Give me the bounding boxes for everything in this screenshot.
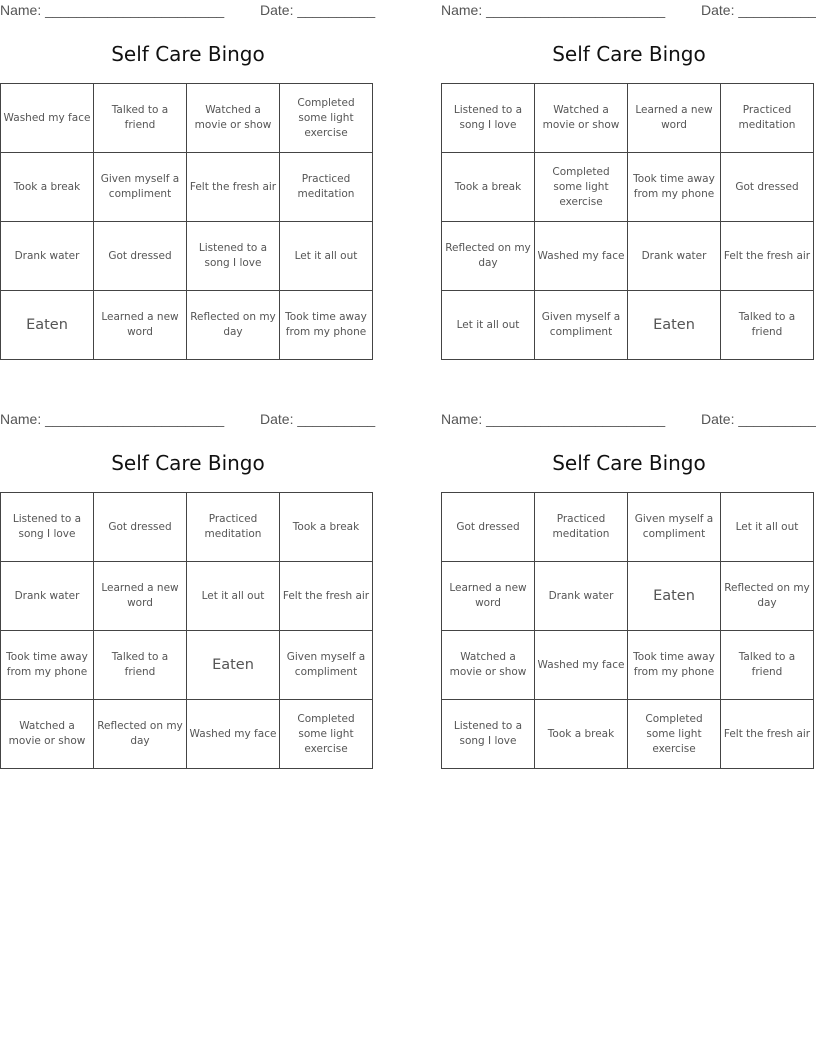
bingo-card <box>0 0 376 338</box>
bingo-cell[interactable]: Washed my face <box>187 700 280 769</box>
bingo-cell[interactable]: Watched a movie or show <box>442 631 535 700</box>
bingo-cell[interactable]: Completed some light exercise <box>535 153 628 222</box>
bingo-cell[interactable]: Took a break <box>442 153 535 222</box>
bingo-cell[interactable]: Felt the fresh air <box>721 222 814 291</box>
bingo-row <box>1 291 373 360</box>
bingo-cell[interactable]: Took time away from my phone <box>1 631 94 700</box>
bingo-row <box>442 153 814 222</box>
bingo-cell[interactable]: Felt the fresh air <box>280 562 373 631</box>
bingo-cell[interactable]: Took time away from my phone <box>628 631 721 700</box>
name-field[interactable]: Name: _______________________ <box>0 411 225 427</box>
bingo-row <box>1 84 373 153</box>
bingo-cell[interactable]: Learned a new word <box>94 291 187 360</box>
bingo-cell[interactable]: Felt the fresh air <box>187 153 280 222</box>
bingo-grid <box>441 492 814 769</box>
bingo-cell[interactable]: Took a break <box>535 700 628 769</box>
bingo-cell[interactable]: Took a break <box>280 493 373 562</box>
bingo-cell[interactable]: Watched a movie or show <box>535 84 628 153</box>
bingo-cell[interactable]: Let it all out <box>442 291 535 360</box>
bingo-cell[interactable]: Given myself a compliment <box>628 493 721 562</box>
bingo-cell[interactable]: Felt the fresh air <box>721 700 814 769</box>
bingo-cell[interactable]: Washed my face <box>535 631 628 700</box>
bingo-cell[interactable]: Watched a movie or show <box>1 700 94 769</box>
bingo-row <box>442 222 814 291</box>
bingo-cell[interactable]: Washed my face <box>1 84 94 153</box>
bingo-cell[interactable]: Completed some light exercise <box>280 84 373 153</box>
bingo-cell[interactable]: Listened to a song I love <box>442 84 535 153</box>
bingo-row <box>442 562 814 631</box>
bingo-cell[interactable]: Learned a new word <box>628 84 721 153</box>
card-header <box>441 0 816 20</box>
date-field[interactable]: Date: __________ <box>701 411 816 427</box>
bingo-cell[interactable]: Listened to a song I love <box>442 700 535 769</box>
bingo-cell[interactable]: Watched a movie or show <box>187 84 280 153</box>
bingo-grid <box>0 83 373 360</box>
bingo-row <box>1 700 373 769</box>
bingo-cell[interactable]: Talked to a friend <box>721 291 814 360</box>
bingo-row <box>1 493 373 562</box>
bingo-cell[interactable]: Took time away from my phone <box>628 153 721 222</box>
bingo-cell[interactable]: Let it all out <box>187 562 280 631</box>
bingo-cell[interactable]: Given myself a compliment <box>280 631 373 700</box>
bingo-row <box>1 222 373 291</box>
bingo-cell[interactable]: Listened to a song I love <box>187 222 280 291</box>
bingo-cell[interactable]: Took a break <box>1 153 94 222</box>
name-field[interactable]: Name: _______________________ <box>0 2 225 18</box>
bingo-cell[interactable]: Took time away from my phone <box>280 291 373 360</box>
bingo-cell[interactable]: Talked to a friend <box>94 84 187 153</box>
bingo-row <box>1 153 373 222</box>
date-field[interactable]: Date: __________ <box>260 411 376 427</box>
bingo-cell[interactable]: Got dressed <box>442 493 535 562</box>
bingo-cell[interactable]: Given myself a compliment <box>94 153 187 222</box>
bingo-cell[interactable]: Practiced meditation <box>187 493 280 562</box>
bingo-cell[interactable]: Let it all out <box>280 222 373 291</box>
bingo-cell[interactable]: Practiced meditation <box>721 84 814 153</box>
bingo-cell[interactable]: Listened to a song I love <box>1 493 94 562</box>
bingo-row <box>1 562 373 631</box>
bingo-card <box>0 409 376 755</box>
bingo-cell[interactable]: Reflected on my day <box>721 562 814 631</box>
bingo-cell[interactable]: Eaten <box>187 631 280 700</box>
bingo-row <box>442 291 814 360</box>
bingo-row <box>442 631 814 700</box>
card-title: Self Care Bingo <box>552 42 706 66</box>
bingo-cell[interactable]: Practiced meditation <box>535 493 628 562</box>
card-header <box>441 409 816 429</box>
card-title: Self Care Bingo <box>111 42 265 66</box>
bingo-cell[interactable]: Eaten <box>1 291 94 360</box>
bingo-cell[interactable]: Eaten <box>628 562 721 631</box>
bingo-cell[interactable]: Drank water <box>1 222 94 291</box>
date-field[interactable]: Date: __________ <box>701 2 816 18</box>
date-field[interactable]: Date: __________ <box>260 2 376 18</box>
card-header <box>0 409 376 429</box>
bingo-cell[interactable]: Talked to a friend <box>94 631 187 700</box>
card-title: Self Care Bingo <box>552 451 706 475</box>
bingo-cell[interactable]: Reflected on my day <box>187 291 280 360</box>
bingo-cell[interactable]: Completed some light exercise <box>628 700 721 769</box>
name-field[interactable]: Name: _______________________ <box>441 2 666 18</box>
bingo-cell[interactable]: Practiced meditation <box>280 153 373 222</box>
card-title: Self Care Bingo <box>111 451 265 475</box>
bingo-row <box>442 84 814 153</box>
bingo-row <box>442 700 814 769</box>
bingo-cell[interactable]: Drank water <box>628 222 721 291</box>
bingo-cell[interactable]: Drank water <box>535 562 628 631</box>
bingo-grid <box>0 492 373 769</box>
bingo-card <box>441 0 816 338</box>
bingo-cell[interactable]: Reflected on my day <box>442 222 535 291</box>
bingo-cell[interactable]: Got dressed <box>721 153 814 222</box>
bingo-cell[interactable]: Washed my face <box>535 222 628 291</box>
bingo-grid <box>441 83 814 360</box>
bingo-cell[interactable]: Got dressed <box>94 222 187 291</box>
bingo-cell[interactable]: Let it all out <box>721 493 814 562</box>
name-field[interactable]: Name: _______________________ <box>441 411 666 427</box>
bingo-cell[interactable]: Completed some light exercise <box>280 700 373 769</box>
bingo-cell[interactable]: Drank water <box>1 562 94 631</box>
bingo-cell[interactable]: Given myself a compliment <box>535 291 628 360</box>
bingo-cell[interactable]: Learned a new word <box>94 562 187 631</box>
bingo-card <box>441 409 816 755</box>
bingo-cell[interactable]: Talked to a friend <box>721 631 814 700</box>
bingo-row <box>1 631 373 700</box>
bingo-cell[interactable]: Reflected on my day <box>94 700 187 769</box>
bingo-row <box>442 493 814 562</box>
bingo-cell[interactable]: Eaten <box>628 291 721 360</box>
bingo-cell[interactable]: Learned a new word <box>442 562 535 631</box>
bingo-cell[interactable]: Got dressed <box>94 493 187 562</box>
card-header <box>0 0 376 20</box>
